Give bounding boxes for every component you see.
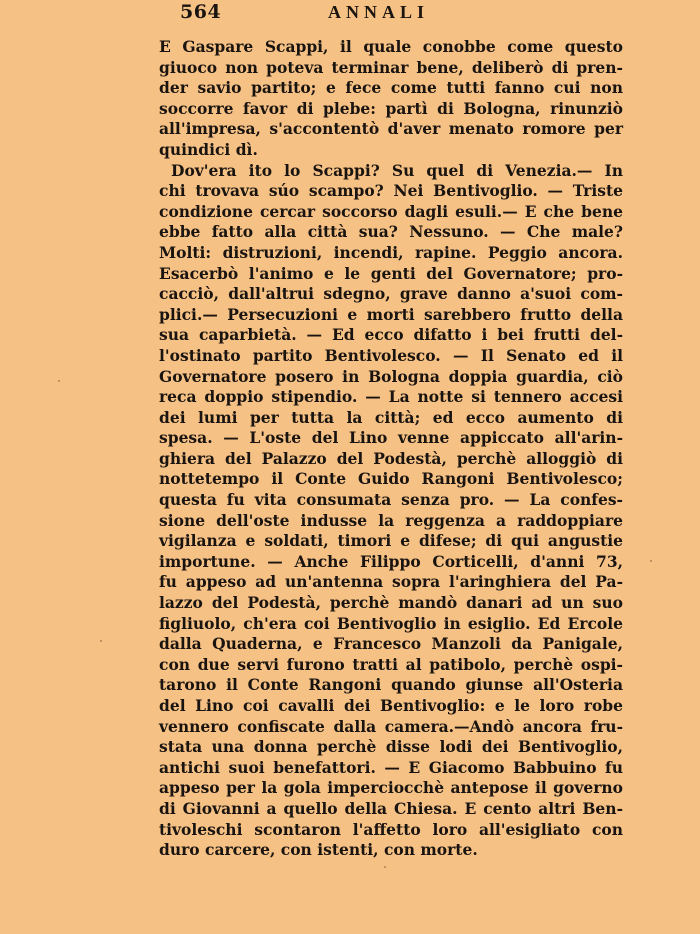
text-line: sua caparbietà. — Ed ecco difatto i bei frutti del-	[159, 325, 623, 345]
text-line: plici.— Persecuzioni e morti sarebbero frutto della	[159, 304, 623, 324]
text-line: dalla Quaderna, e Francesco Manzoli da Panigale,	[159, 634, 623, 654]
text-line: l'ostinato partito Bentivolesco. — Il Senato ed il	[159, 345, 623, 365]
text-line: quindici dì.	[159, 139, 258, 159]
text-line: Dov'era ito lo Scappi? Su quel di Venezia.— In	[171, 160, 623, 180]
text-line: condizione cercar soccorso dagli esuli.— E che bene	[159, 201, 623, 221]
page-header	[180, 0, 470, 26]
text-line: E Gaspare Scappi, il quale conobbe come questo	[159, 37, 623, 56]
text-line: Governatore posero in Bologna doppia guardia, ciò	[159, 366, 623, 386]
text-line: ebbe fatto alla città sua? Nessuno. — Che male?	[159, 222, 623, 242]
text-line: del Lino coi cavalli dei Bentivoglio: e le loro robe	[159, 696, 623, 715]
text-line: tivoleschi scontaron l'affetto loro all'esigliato con	[159, 819, 623, 839]
text-line: duro carcere, con istenti, con morte.	[159, 840, 478, 860]
text-line: importune. — Anche Filippo Corticelli, d'anni 73,	[159, 551, 623, 571]
page-number: 564	[180, 1, 222, 23]
text-line: vennero confiscate dalla camera.—Andò ancora fru-	[159, 716, 623, 736]
text-line: reca doppio stipendio. — La notte si tennero accesi	[159, 387, 623, 407]
text-line: lazzo del Podestà, perchè mandò danari ad un suo	[159, 593, 623, 613]
text-line: spesa. — L'oste del Lino venne appiccato all'arin-	[159, 428, 623, 448]
text-line: cacciò, dall'altrui sdegno, grave danno a'suoi com-	[159, 284, 623, 304]
text-line: figliuolo, ch'era coi Bentivoglio in esiglio. Ed Ercole	[159, 613, 623, 633]
body-text	[159, 37, 623, 861]
paper-speck	[384, 866, 386, 868]
text-line: con due servi furono tratti al patibolo, perchè ospi-	[159, 654, 623, 674]
paper-speck	[650, 560, 652, 562]
text-line: appeso per la gola imperciocchè antepose il governo	[159, 778, 623, 798]
text-line: fu appeso ad un'antenna sopra l'aringhiera del Pa-	[159, 572, 623, 592]
text-line: antichi suoi benefattori. — E Giacomo Babbuino fu	[159, 757, 623, 777]
text-line: vigilanza e soldati, timori e difese; di qui angustie	[159, 531, 623, 551]
paper-speck	[58, 380, 60, 382]
text-line: sione dell'oste indusse la reggenza a raddoppiare	[159, 510, 623, 530]
running-head: ANNALI	[328, 2, 430, 22]
text-line: tarono il Conte Rangoni quando giunse all'Osteria	[159, 675, 623, 695]
text-line: questa fu vita consumata senza pro. — La confes-	[159, 490, 623, 510]
text-line: giuoco non poteva terminar bene, deliberò di pren-	[159, 57, 623, 77]
text-line: ghiera del Palazzo del Podestà, perchè alloggiò di	[159, 448, 623, 468]
text-line: Esacerbò l'animo e le genti del Governatore; pro-	[159, 263, 623, 283]
text-line: all'impresa, s'accontentò d'aver menato romore per	[159, 119, 623, 139]
text-line: soccorre favor di plebe: partì di Bologna, rinunziò	[159, 98, 623, 118]
text-line: di Giovanni a quello della Chiesa. E cento altri Ben-	[159, 798, 623, 818]
text-line: nottetempo il Conte Guido Rangoni Bentivolesco;	[159, 469, 623, 489]
text-line: dei lumi per tutta la città; ed ecco aumento di	[159, 407, 623, 427]
text-line: stata una donna perchè disse lodi dei Bentivoglio,	[159, 737, 623, 757]
text-line: der savio partito; e fece come tutti fanno cui non	[159, 78, 623, 98]
text-line: Molti: distruzioni, incendi, rapine. Peggio ancora.	[159, 242, 623, 262]
text-line: chi trovava súo scampo? Nei Bentivoglio. — Triste	[159, 181, 623, 201]
paper-speck	[100, 640, 102, 642]
